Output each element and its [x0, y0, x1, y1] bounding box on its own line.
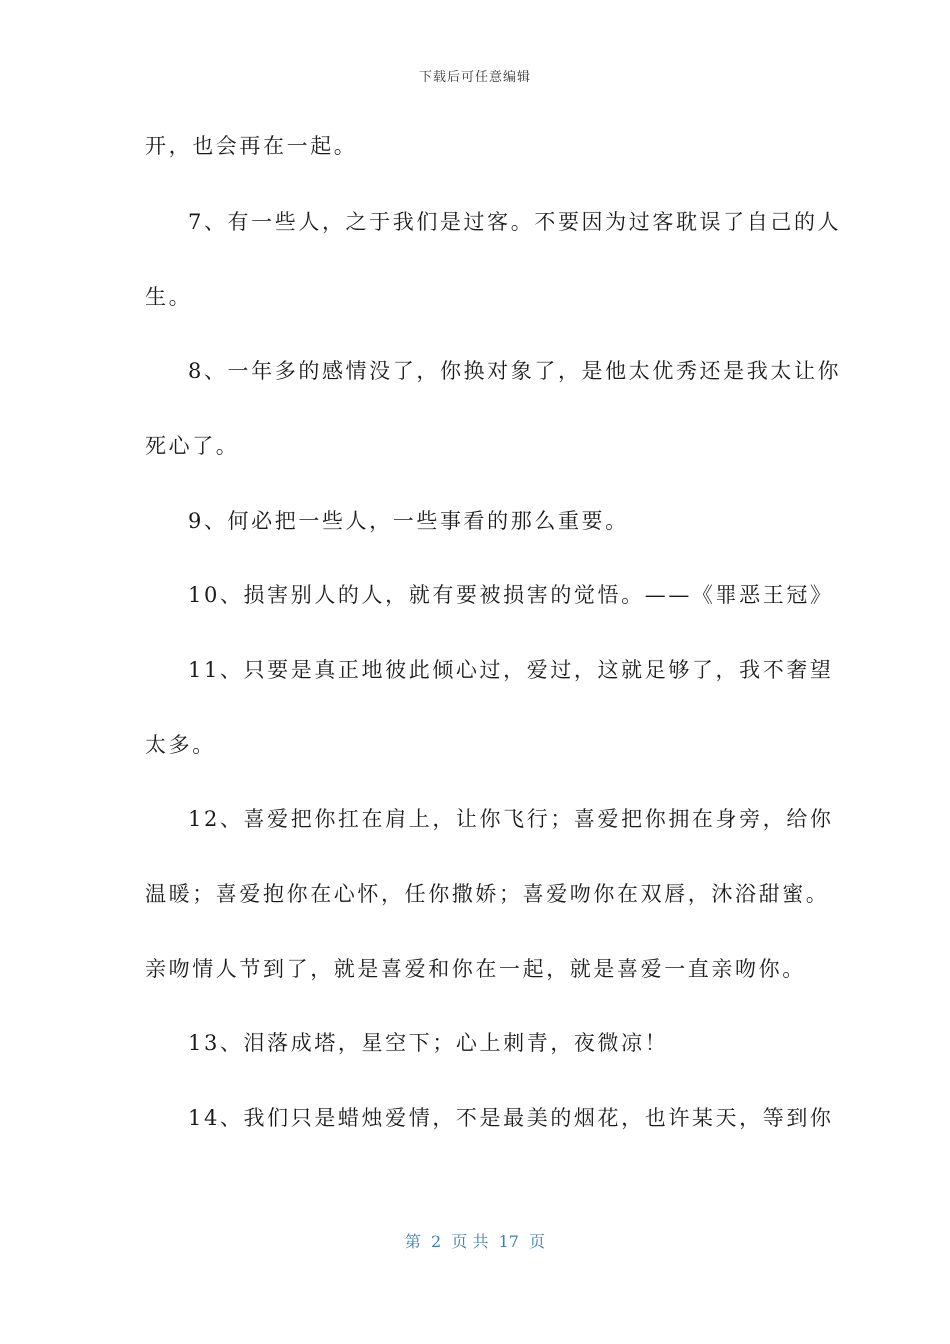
- text-line: 11、只要是真正地彼此倾心过，爱过，这就足够了，我不奢望: [188, 658, 834, 682]
- text-line: 9、何必把一些人，一些事看的那么重要。: [188, 509, 629, 533]
- text-line: 12、喜爱把你扛在肩上，让你飞行；喜爱把你拥在身旁，给你: [188, 807, 834, 831]
- text-line: 太多。: [145, 733, 216, 757]
- text-line: 温暖；喜爱抱你在心怀，任你撒娇；喜爱吻你在双唇，沐浴甜蜜。: [145, 882, 830, 906]
- page-header: 下载后可任意编辑: [418, 70, 531, 85]
- text-line: 8、一年多的感情没了，你换对象了，是他太优秀还是我太让你: [188, 359, 842, 383]
- text-line: 13、泪落成塔，星空下；心上刺青，夜微凉！: [188, 1031, 669, 1055]
- text-line: 10、损害别人的人，就有要被损害的觉悟。——《罪恶王冠》: [188, 583, 834, 607]
- text-line: 7、有一些人，之于我们是过客。不要因为过客耽误了自己的人: [188, 210, 842, 234]
- text-line: 14、我们只是蜡烛爱情，不是最美的烟花，也许某天，等到你: [188, 1106, 834, 1130]
- text-line: 亲吻情人节到了，就是喜爱和你在一起，就是喜爱一直亲吻你。: [145, 957, 806, 981]
- text-line: 生。: [145, 285, 193, 309]
- text-line: 死心了。: [145, 434, 240, 458]
- text-line: 开，也会再在一起。: [145, 134, 358, 158]
- page-footer: 第 2 页 共 17 页: [404, 1232, 546, 1251]
